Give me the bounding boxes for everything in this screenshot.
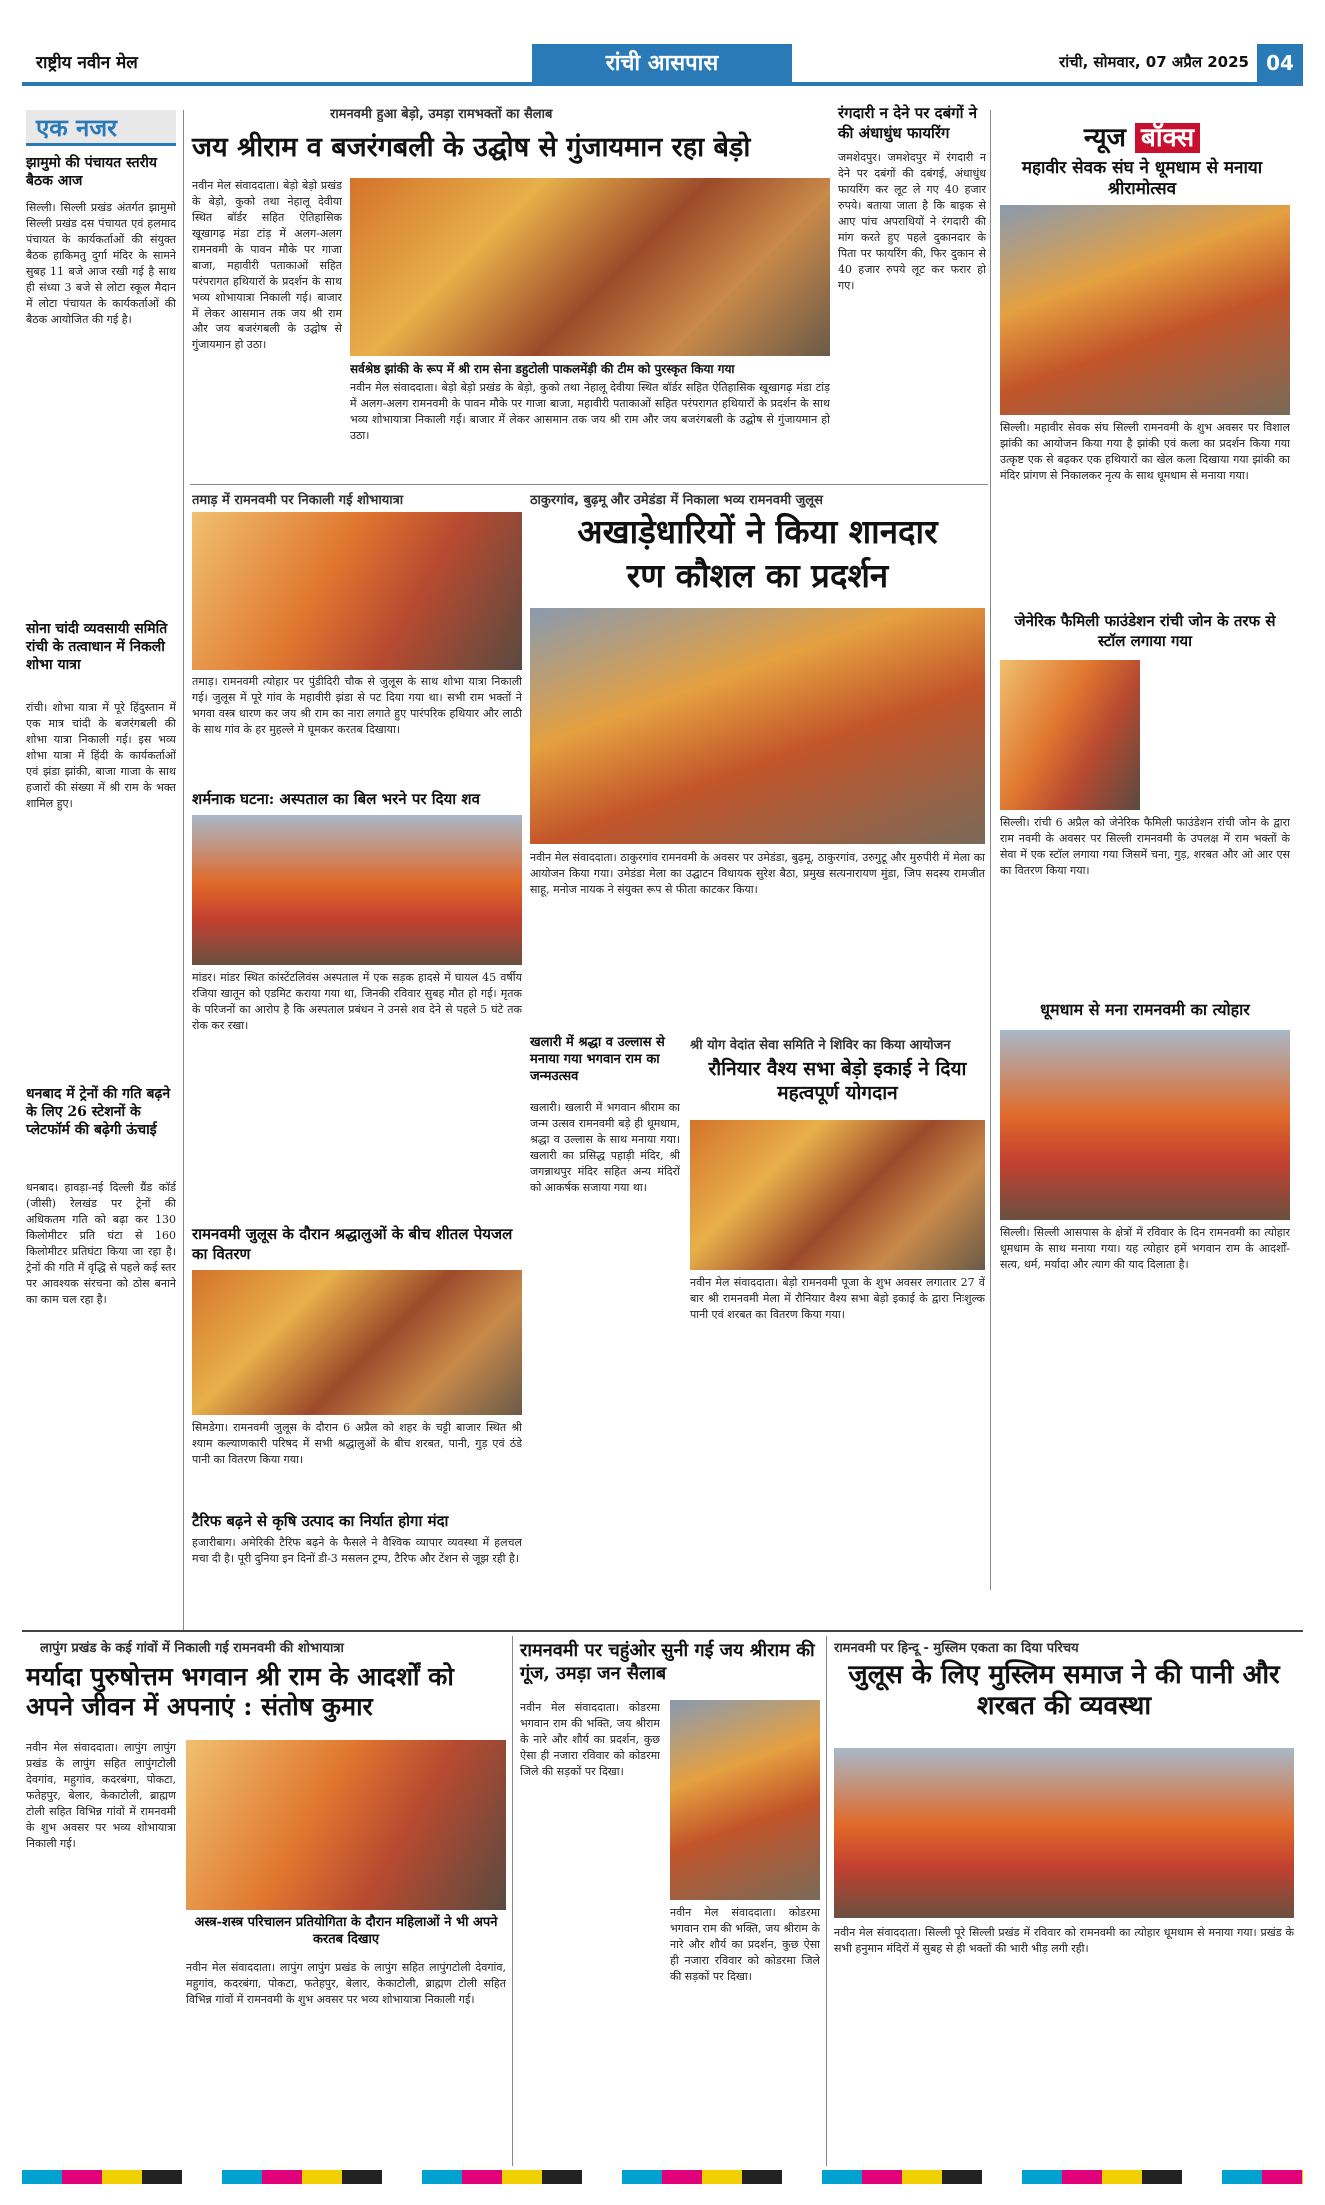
- news-box: [993, 118, 1291, 198]
- santosh-kicker: लापुंग प्रखंड के कई गांवों में निकाली गई रामनवमी की शोभायात्रा: [40, 1641, 344, 1656]
- top-story-headline: जय श्रीराम व बजरंगबली के उद्घोष से गुंजायमान रहा बेड़ो: [192, 132, 751, 163]
- side-body-2: रांची। शोभा यात्रा में पूरे हिंदुस्तान में एक मात्र चांदी के बजरंगबली की शोभा यात्रा निकाली गई। इस भव्य शोभा यात्रा में हिंदी के कार्यकर्ताओं एवं झंडा झांकी, बाजा गाजा के साथ हजारों की संख्या में श्री राम के भक्त शामिल हुए।: [26, 701, 176, 810]
- dhoom-body: सिल्ली। सिल्ली आसपास के क्षेत्रों में रविवार के दिन रामनवमी का त्योहार धूमधाम के साथ मनाया गया। यह त्योहार हमें भगवान राम के आदर्शों-सत्य, धर्म, मर्यादा और त्याग की याद दिलाता है।: [1000, 1226, 1290, 1271]
- firing-body: जमशेदपुर। जमशेदपुर में रंगदारी न देने पर दबंगों की दबंगई, अंधाधुंध फायरिंग कर लूट ले गए 40 हजार रुपये। बताया जाता है कि बाइक से आए पांच अपराधियों ने रंगदारी की मांग करते हुए पहले दुकानदार के पिता पर फायरिंग की, फिर दुकान से 40 हजार रुपये लूट कर फरार हो गए।: [838, 151, 986, 292]
- akhada-photo: [530, 608, 985, 844]
- akhada-headline-2: रण कौशल का प्रदर्शन: [626, 556, 889, 595]
- muslim-body: नवीन मेल संवाददाता। सिल्ली पूरे सिल्ली प्रखंड में रविवार को रामनवमी का त्योहार धूमधाम से मनाया गया। प्रखंड के सभी हनुमान मंदिरों में सुबह से ही भक्तों की भारी भीड़ लगी रही।: [834, 1926, 1294, 1955]
- khalari-body: खलारी। खलारी में भगवान श्रीराम का जन्म उत्सव रामनवमी बड़े ही धूमधाम, श्रद्धा व उल्लास के साथ मनाया गया। खलारी का प्रसिद्ध पहाड़ी मंदिर, श्री जगन्नाथपुर मंदिर सहित अन्य मंदिरों को आकर्षक सजाया गया था।: [530, 1101, 680, 1194]
- dhoom-photo: [1000, 1030, 1290, 1220]
- santosh-photo: [186, 1740, 506, 1910]
- khalari-kicker: खलारी में श्रद्धा व उल्लास से मनाया गया भगवान राम का जन्मउत्सव: [530, 1035, 665, 1084]
- firing-kicker: रंगदारी न देने पर दबंगों ने की अंधाधुंध फायरिंग: [838, 104, 978, 142]
- koderma-photo: [670, 1700, 820, 1900]
- rauniyar-photo: [690, 1120, 985, 1270]
- rauniyar-body: नवीन मेल संवाददाता। बेड़ो रामनवमी पूजा के शुभ अवसर लगातार 27 वें बार श्री रामनवमी मेला में रौनियार वैश्य सभा बेड़ो इकाई के द्वारा निःशुल्क पानी एवं शरबत का वितरण किया गया।: [690, 1276, 985, 1321]
- tamad-kicker: तमाड़ में रामनवमी पर निकाली गई शोभायात्रा: [192, 493, 404, 508]
- row-divider-1: [190, 484, 988, 485]
- column-divider: [183, 110, 184, 1630]
- tariff-headline: टैरिफ बढ़ने से कृषि उत्पाद का निर्यात होगा मंदा: [192, 1512, 449, 1530]
- masthead: [22, 44, 1303, 86]
- ek-nazar-label: एक नजर: [26, 110, 176, 146]
- akhada-body: नवीन मेल संवाददाता। ठाकुरगांव रामनवमी के अवसर पर उमेडंडा, बुढ़मू, ठाकुरगांव, उरुगुटू और मुरुपीरी में मेला का आयोजन किया गया। उमेडंडा मेला का उद्घाटन विधायक सुरेश बैठा, प्रमुख सत्यनारायण मुंडा, जिप सदस्य रामजीत साहू, मनोज नायक ने संयुक्त रूप से फीता काटकर किया।: [530, 851, 985, 896]
- jeneric-body: सिल्ली। रांची 6 अप्रैल को जेनेरिक फैमिली फाउंडेशन रांची जोन के द्वारा राम नवमी के अवसर पर सिल्ली रामनवमी के उपलक्ष में राम भक्तों के सेवा में एक स्टॉल लगाया गया जिसमें चना, गुड़, शरबत और ओ आर एस का वितरण किया गया।: [1000, 816, 1290, 877]
- side-headline-3: धनबाद में ट्रेनों की गति बढ़ने के लिए 26 स्टेशनों के प्लेटफॉर्म की बढ़ेगी ऊंचाई: [26, 1086, 171, 1139]
- side-headline-2: सोना चांदी व्यवसायी समिति रांची के तत्वाधान में निकली शोभा यात्रा: [26, 621, 168, 674]
- side-body-3: धनबाद। हावड़ा-नई दिल्ली ग्रैंड कॉर्ड (जीसी) रेलखंड पर ट्रेनों की अधिकतम गति को बढ़ा कर 130 किलोमीटर प्रति घंटा से 160 किलोमीटर प्रतिघंटा किया जा रहा है। ट्रेनों की गति में वृद्धि से पहले कई स्तर पर आवश्यक संरचना को ठोस बनाने का काम चल रहा है।: [26, 1181, 176, 1306]
- top-story-kicker: रामनवमी हुआ बेड़ो, उमड़ा रामभक्तों का सैलाब: [330, 107, 553, 122]
- pani-headline: रामनवमी जुलूस के दौरान श्रद्धालुओं के बीच शीतल पेयजल का वितरण: [192, 1225, 513, 1263]
- page-number: 04: [1257, 44, 1303, 82]
- publication-name: राष्ट्रीय नवीन मेल: [36, 53, 138, 73]
- hospital-photo: [192, 815, 522, 965]
- pani-photo: [192, 1270, 522, 1415]
- pani-body: सिमडेगा। रामनवमी जुलूस के दौरान 6 अप्रैल को शहर के चट्टी बाजार स्थित श्री श्याम कल्याणकारी परिषद में सभी श्रद्धालुओं के बीच शरबत, पानी, गुड़ एवं ठंडे पानी का वितरण किया गया।: [192, 1421, 522, 1466]
- row-divider-2: [22, 1630, 1303, 1632]
- rauniyar-headline: रौनियार वैश्य सभा बेड़ो इकाई ने दिया महत्वपूर्ण योगदान: [708, 1058, 967, 1104]
- santosh-headline: मर्यादा पुरुषोत्तम भगवान श्री राम के आदर्शों को अपने जीवन में अपनाएं : संतोष कुमार: [26, 1662, 454, 1721]
- color-registration-bar: [22, 2170, 1303, 2184]
- top-story-caption: सर्वश्रेष्ठ झांकी के रूप में श्री राम सेना डहुटोली पाकलमेंड़ी की टीम को पुरस्कृत किया गया: [350, 362, 735, 376]
- santosh-body-cont: नवीन मेल संवाददाता। लापुंग लापुंग प्रखंड के लापुंग सहित लापुंगटोली देवगांव, महुगांव, कदरबंगा, पोकटा, फतेहपुर, बेलार, केकाटोली, ब्राह्मण टोली सहित विभिन्न गांवों में रामनवमी के शुभ अवसर पर भव्य शोभायात्रा निकाली गई।: [186, 1961, 506, 2006]
- top-story-body-cont: नवीन मेल संवाददाता। बेड़ो बेड़ो प्रखंड के बेड़ो, कुको तथा नेहालू देवीया स्थित बॉर्डर सहित ऐतिहासिक खूखागढ़ मंडा टांड़ में अलग-अलग रामनवमी के पावन मौके पर गाजा बाजा, महावीरी पताकाओं सहित परंपरागत हथियारों के प्रदर्शन के साथ भव्य शोभायात्रा निकाली गई। बाजार में लेकर आसमान तक जय श्री राम और जय बजरंगबली के उद्घोष से गुंजायमान हो उठा।: [350, 381, 830, 442]
- tamad-photo: [192, 512, 522, 670]
- akhada-kicker: ठाकुरगांव, बुढ़मू और उमेडंडा में निकाला भव्य रामनवमी जुलूस: [530, 493, 823, 508]
- muslim-kicker: रामनवमी पर हिन्दू - मुस्लिम एकता का दिया परिचय: [834, 1641, 1079, 1656]
- bottom-divider-1: [512, 1636, 513, 2166]
- hospital-headline: शर्मनाक घटना: अस्पताल का बिल भरने पर दिया शव: [192, 790, 480, 808]
- news-box-label: [993, 118, 1291, 154]
- muslim-photo: [834, 1748, 1294, 1918]
- koderma-body: नवीन मेल संवाददाता। कोडरमा भगवान राम की भक्ति, जय श्रीराम के नारे और शौर्य का प्रदर्शन, कुछ ऐसा ही नजारा रविवार को कोडरमा जिले की सड़कों पर दिखा।: [520, 1701, 660, 1778]
- jeneric-photo: [1000, 660, 1140, 810]
- muslim-headline: जुलूस के लिए मुस्लिम समाज ने की पानी और शरबत की व्यवस्था: [848, 1660, 1280, 1722]
- santosh-caption: अस्त्र-शस्त्र परिचालन प्रतियोगिता के दौरान महिलाओं ने भी अपने करतब दिखाए: [194, 1915, 498, 1947]
- issue-date: रांची, सोमवार, 07 अप्रैल 2025: [1059, 53, 1249, 71]
- section-title: रांची आसपास: [532, 44, 792, 82]
- news-box-photo: [1000, 205, 1290, 415]
- news-box-headline: महावीर सेवक संघ ने धूमधाम से मनाया श्रीरामोत्सव: [1021, 158, 1263, 200]
- akhada-headline-1: अखाड़ेधारियों ने किया शानदार: [577, 512, 938, 551]
- news-box-label-b: बॉक्स: [1135, 123, 1200, 153]
- news-box-label-a: न्यूज: [1083, 123, 1126, 153]
- dhoom-headline: धूमधाम से मना रामनवमी का त्योहार: [1040, 1000, 1250, 1019]
- koderma-headline: रामनवमी पर चहुंओर सुनी गई जय श्रीराम की गूंज, उमड़ा जन सैलाब: [520, 1640, 815, 1684]
- jeneric-headline: जेनेरिक फैमिली फाउंडेशन रांची जोन के तरफ से स्टॉल लगाया गया: [1014, 612, 1276, 650]
- news-box-body: सिल्ली। महावीर सेवक संघ सिल्ली रामनवमी के शुभ अवसर पर विशाल झांकी का आयोजन किया गया है झांकी एवं कला का प्रदर्शन किया गया उत्कृष्ट एक से बढ़कर एक हथियारों का खेल कला दिखाया गया झांकी का मंदिर प्रांगण से निकालकर नृत्य के साथ धूमधाम से मनाया गया।: [1000, 421, 1290, 482]
- santosh-body: नवीन मेल संवाददाता। लापुंग लापुंग प्रखंड के लापुंग सहित लापुंगटोली देवगांव, महुगांव, कदरबंगा, पोकटा, फतेहपुर, बेलार, केकाटोली, ब्राह्मण टोली सहित विभिन्न गांवों में रामनवमी के शुभ अवसर पर भव्य शोभायात्रा निकाली गई।: [26, 1741, 176, 1850]
- top-story-body: नवीन मेल संवाददाता। बेड़ो बेड़ो प्रखंड के बेड़ो, कुको तथा नेहालू देवीया स्थित बॉर्डर सहित ऐतिहासिक खूखागढ़ मंडा टांड़ में अलग-अलग रामनवमी के पावन मौके पर गाजा बाजा, महावीरी पताकाओं सहित परंपरागत हथियारों के प्रदर्शन के साथ भव्य शोभायात्रा निकाली गई। बाजार में लेकर आसमान तक जय श्री राम और जय बजरंगबली के उद्घोष से गुंजायमान हो उठा।: [192, 179, 342, 352]
- tamad-body: तमाड़। रामनवमी त्योहार पर पुंडीदिरी चौक से जुलूस के साथ शोभा यात्रा निकाली गई। जुलूस में पूरे गांव के महावीरी झंडा से पट दिया गया था। सभी राम भक्तों ने भगवा वस्त्र धारण कर जय श्री राम का नारा लगाते हुए पारंपरिक हथियार और लाठी के साथ गांव के हर मुहल्ले मे घूमकर करतब दिखाया।: [192, 675, 522, 736]
- bottom-divider-2: [826, 1636, 827, 2166]
- tariff-body: हजारीबाग। अमेरिकी टैरिफ बढ़ने के फैसले ने वैश्विक व्यापार व्यवस्था में हलचल मचा दी है। पूरी दुनिया इन दिनों डी-3 मसलन ट्रम्प, टैरिफ और टेंशन से जूझ रही है।: [192, 1536, 522, 1565]
- side-body-1: सिल्ली। सिल्ली प्रखंड अंतर्गत झामुमो सिल्ली प्रखंड दस पंचायत एवं हलमाद पंचायत के कार्यकर्ताओं की संयुक्त बैठक हाकिमतु दुर्गा मंदिर के सामने सुबह 11 बजे आज रखी गई है साथ ही संध्या 3 बजे से लोटा स्कूल मैदान में लोटा पंचायत के कार्यकर्ताओं की बैठक आयोजित की गई है।: [26, 201, 176, 326]
- rauniyar-kicker: श्री योग वेदांत सेवा समिति ने शिविर का किया आयोजन: [690, 1038, 951, 1053]
- hospital-body: मांडर। मांडर स्थित कांस्टेंटलिवंस अस्पताल में एक सड़क हादसे में घायल 45 वर्षीय रजिया खातून को एडमिट कराया गया था, जिनकी रविवार सुबह मौत हो गई। मृतक के परिजनों का आरोप है कि अस्पताल प्रबंधन ने उनसे शव देने से पहले 5 घंटे तक रोक कर रखा।: [192, 971, 522, 1032]
- top-story-photo: [350, 178, 830, 356]
- koderma-body-cont: नवीन मेल संवाददाता। कोडरमा भगवान राम की भक्ति, जय श्रीराम के नारे और शौर्य का प्रदर्शन, कुछ ऐसा ही नजारा रविवार को कोडरमा जिले की सड़कों पर दिखा।: [670, 1906, 820, 1983]
- column-divider-right: [990, 110, 991, 1590]
- side-headline-1: झामुमो की पंचायत स्तरीय बैठक आज: [26, 155, 158, 190]
